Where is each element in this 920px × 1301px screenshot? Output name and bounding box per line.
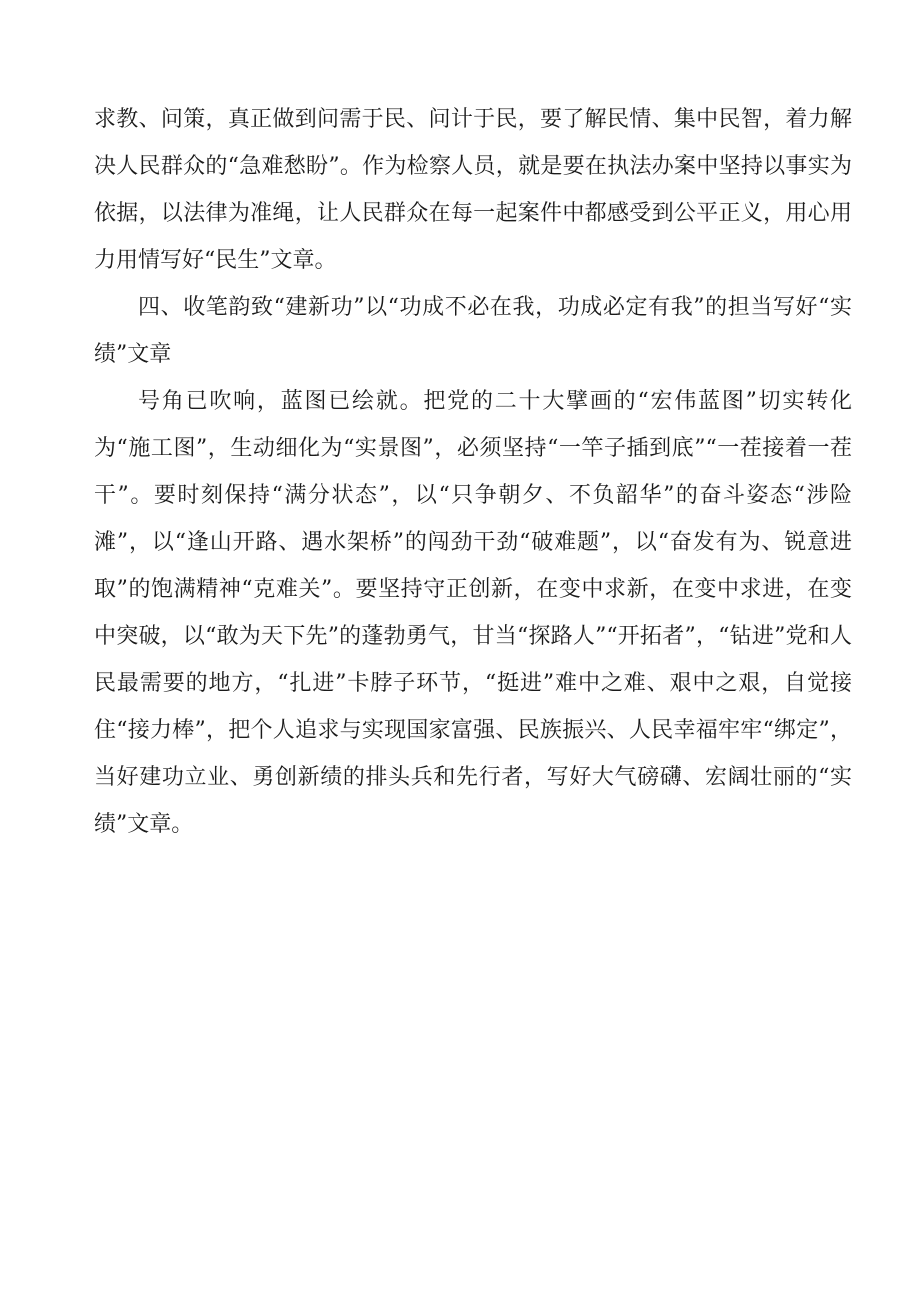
paragraph-continuation: 求教、问策，真正做到问需于民、问计于民，要了解民情、集中民智，着力解决人民群众的“急难愁盼”。作为检察人员，就是要在执法办案中坚持以事实为依据，以法律为准绳，让人民群众在每一起案件中都感受到公平正义，用心用力用情写好“民生”文章。: [94, 107, 852, 273]
section-heading-four: 四、收笔韵致“建新功”以“功成不必在我，功成必定有我”的担当写好“实绩”文章: [94, 295, 852, 367]
document-body: [94, 96, 852, 848]
paragraph-body: 号角已吹响，蓝图已绘就。把党的二十大擘画的“宏伟蓝图”切实转化为“施工图”，生动细化为“实景图”，必须坚持“一竿子插到底”“一茬接着一茬干”。要时刻保持“满分状态”，以“只争朝夕、不负韶华”的奋斗姿态“涉险滩”，以“逢山开路、遇水架桥”的闯劲干劲“破难题”，以“奋发有为、锐意进取”的饱满精神“克难关”。要坚持守正创新，在变中求新，在变中求进，在变中突破，以“敢为天下先”的蓬勃勇气，甘当“探路人”“开拓者”，“钻进”党和人民最需要的地方，“扎进”卡脖子环节，“挺进”难中之难、艰中之艰，自觉接住“接力棒”，把个人追求与实现国家富强、民族振兴、人民幸福牢牢“绑定”，当好建功立业、勇创新绩的排头兵和先行者，写好大气磅礴、宏阔壮丽的“实绩”文章。: [94, 389, 852, 837]
